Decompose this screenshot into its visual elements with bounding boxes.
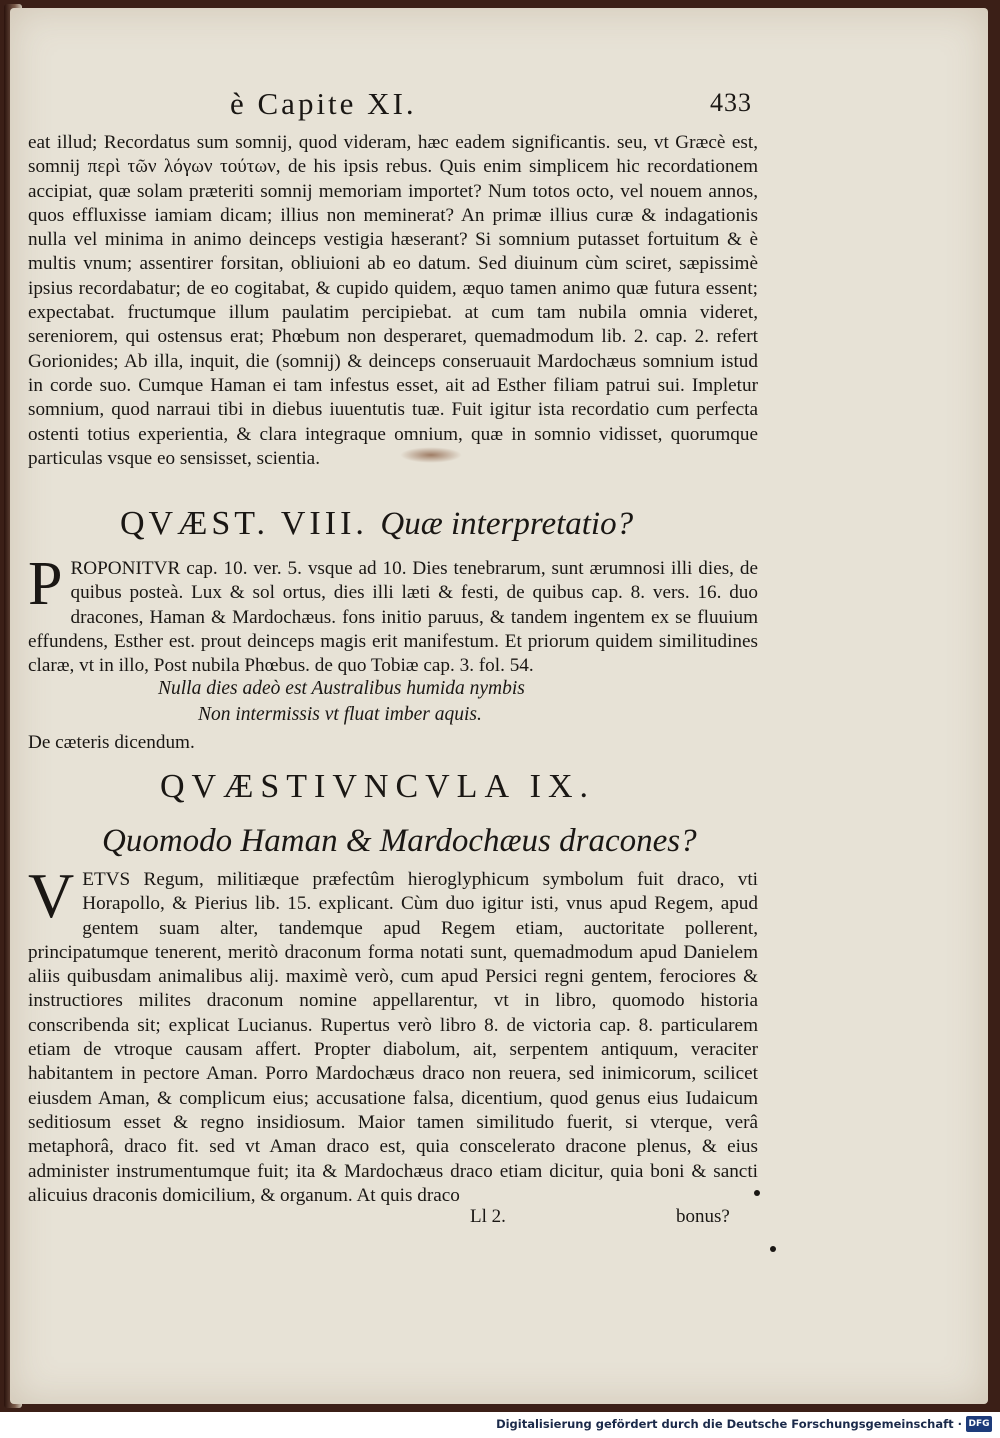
paragraph-1 [28, 131, 758, 471]
paragraph-2 [28, 550, 758, 678]
margin-dot [754, 1190, 760, 1196]
drop-cap-v: V [28, 860, 75, 931]
running-head-title: è Capite XI. [230, 86, 417, 121]
footer-bar [0, 1412, 1000, 1438]
drop-cap-p: P [28, 550, 63, 618]
paragraph-2-text: ROPONITVR cap. 10. ver. 5. vsque ad 10. Dies tenebrarum, sunt ærumnosi illi dies, de quibus posteà. Lux & sol ortus, dies illi læti & festi, de quibus cap. 8. vers. 16. duo dracones, Haman & Mardochæus. fons initio paruus, & tandem ingentem ex se fluuium effundens, Esther est. prout deinceps magis erit manifestum. Et priorum quidem similitudines claræ, vt in illo, Post nubila Phœbus. de quo Tobiæ cap. 3. fol. 54. [28, 558, 758, 677]
verse-line-1: Nulla dies adeò est Australibus humida nymbis [158, 678, 525, 699]
running-head [230, 86, 750, 126]
after-verse-text: De cæteris dicendum. [28, 732, 195, 753]
dfg-logo[interactable]: DFG [966, 1416, 992, 1432]
question-8-label: QVÆST. VIII. [120, 505, 368, 542]
question-8-title: Quæ interpretatio? [380, 506, 634, 542]
paragraph-3 [28, 860, 758, 1208]
page-number: 433 [710, 88, 752, 117]
paragraph-3-text: ETVS Regum, militiæque præfectûm hieroglyphicum symbolum fuit draco, vti Horapollo, & Pierius lib. 15. explicant. Cùm duo igitur isti, vnus apud Regem, apud gentem suam alter, tandemque apud Regem etiam, auctoritate pollerent, principatumque tenerent, meritò draconum forma notati sunt, quemadmodum apud Danielem aliis quibusdam animalibus alij. maximè verò, cum apud Persici regni gentem, ferociores & instructiores milites draconum nomine appellarentur, vt in libro, quomodo historia conscribenda sit; explicat Lucianus. Rupertus verò libro 8. de victoria cap. 8. particularem etiam de vtroque causam affert. Propter diabolum, ait, serpentem antiquum, veraciter habitantem in pectore Aman. Porro Mardochæus draco non reuera, sed inimicorum, scilicet eiusdem Aman, & complicum eius; accusatione falsa, dicentium, quod genus eius Iudaicum seditiosum esset & regno insidiosum. Maior tamen similitudo fuerit, si vterque, verâ metaphorâ, draco fit. sed vt Aman draco est, quia consceleratо dracone plenus, & eius administer instrumentumque fuit; ita & Mardochæus draco etiam dicitur, quia boni & sancti alicuius draconis domicilium, & organum. At quis draco [28, 869, 758, 1206]
signature-mark: Ll 2. [470, 1206, 506, 1227]
ink-stain [400, 447, 462, 463]
funding-note: Digitalisierung gefördert durch die Deutsche Forschungsgemeinschaft · [496, 1417, 962, 1431]
catchword: bonus? [676, 1206, 730, 1227]
question-8-heading [120, 505, 740, 543]
verse-line-2: Non intermissis vt fluat imber aquis. [198, 704, 482, 725]
margin-dot [770, 1246, 776, 1252]
question-9-heading: QVÆSTIVNCVLA IX. [160, 768, 595, 805]
paragraph-1-text: eat illud; Recordatus sum somnij, quod videram, hæc eadem significantis. seu, vt Græcè est, somnij περὶ τῶν λόγων τούτων, de his ipsis rebus. Quis enim simplicem hic recordationem accipiat, quæ solam præteriti somnij memoriam importet? Num totos octo, vel nouem annos, quos effluxisse iamiam dicam; illius non meminerat? An primæ illius curæ & indagationis nulla vel minima in animo deinceps vestigia hæserant? Si somnium putasset fortuitum & è multis vnum; assentirer forsitan, obliuioni ab eo datum. Sed diuinum cùm sciret, sæpissimè ipsius recordabatur; de eo cogitabat, & cupido quidem, æquo tamen animo quæ futura essent; expectabat. fructumque illum paulatim percipiebat. at cum tam nubila omnia videret, sereniorem, qui ostensus erat; Phœbum non desperaret, quemadmodum lib. 2. cap. 2. refert Gorionides; Ab illa, inquit, die (somnij) & deinceps conseruauit Mardochæus somnium istud in corde suo. Cumque Haman ei tam infestus esset, ait ad Esther filiam patrui sui. Impletur somnium, quod narraui tibi in diebus iuuentutis tuæ. Fuit igitur ista recordatio cum perfecta ostenti totius experientia, & clara integraque omnium, quæ in somnio vidisset, quorumque particulas vsque eo sensisset, scientia. [28, 132, 758, 469]
question-9-title: Quomodo Haman & Mardochæus dracones? [102, 823, 697, 859]
